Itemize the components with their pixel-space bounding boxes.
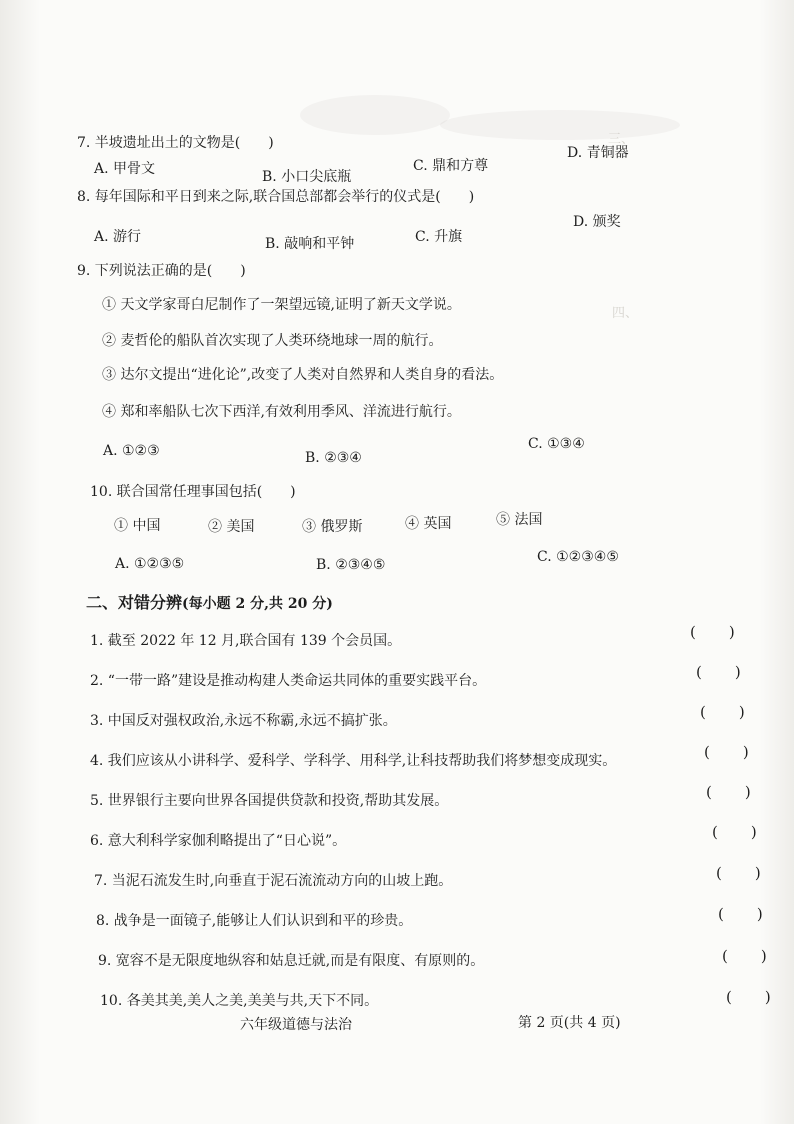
question-7-option-d: D. 青铜器: [567, 145, 629, 161]
section-2-title: [86, 593, 333, 614]
scan-smudge: [300, 95, 450, 135]
tf-answer-box-3[interactable]: ( ): [700, 703, 746, 721]
tf-answer-box-8[interactable]: ( ): [718, 905, 764, 923]
question-10-stem: 10. 联合国常任理事国包括( ): [90, 484, 296, 500]
tf-item-10: 10. 各美其美,美人之美,美美与共,天下不同。: [100, 993, 379, 1009]
tf-answer-box-2[interactable]: ( ): [696, 663, 742, 681]
question-8-option-a: A. 游行: [94, 229, 142, 245]
question-8-stem: 8. 每年国际和平日到来之际,联合国总部都会举行的仪式是( ): [77, 189, 475, 205]
tf-item-7: 7. 当泥石流发生时,向垂直于泥石流流动方向的山坡上跑。: [94, 873, 453, 889]
question-9-option-b: B. ②③④: [305, 450, 362, 466]
tf-item-3: 3. 中国反对强权政治,永远不称霸,永远不搞扩张。: [90, 713, 397, 729]
question-10-item-1: ① 中国: [114, 518, 161, 534]
question-10-item-2: ② 美国: [208, 519, 255, 535]
tf-answer-box-9[interactable]: ( ): [722, 947, 768, 965]
tf-answer-box-5[interactable]: ( ): [706, 783, 752, 801]
scan-smudge: [440, 110, 680, 140]
question-10-item-4: ④ 英国: [405, 516, 452, 532]
question-10-item-5: ⑤ 法国: [496, 512, 543, 528]
tf-item-1: 1. 截至 2022 年 12 月,联合国有 139 个会员国。: [90, 633, 402, 649]
tf-item-9: 9. 宽容不是无限度地纵容和姑息迁就,而是有限度、有原则的。: [98, 953, 485, 969]
question-9-statement-4: ④ 郑和率船队七次下西洋,有效利用季风、洋流进行航行。: [102, 404, 461, 420]
question-9-statement-1: ① 天文学家哥白尼制作了一架望远镜,证明了新天文学说。: [102, 297, 461, 313]
section-2-scoring-note: (每小题 2 分,共 20 分): [182, 596, 333, 612]
question-9-option-c: C. ①③④: [528, 436, 585, 452]
question-10-option-c: C. ①②③④⑤: [537, 549, 619, 565]
bleed-through-mark: 四、: [612, 306, 639, 321]
tf-answer-box-10[interactable]: ( ): [726, 988, 772, 1006]
question-8-option-c: C. 升旗: [415, 229, 463, 245]
tf-item-2: 2. “一带一路”建设是推动构建人类命运共同体的重要实践平台。: [90, 673, 487, 689]
section-2-heading: 二、对错分辨: [86, 593, 183, 612]
tf-answer-box-7[interactable]: ( ): [716, 864, 762, 882]
question-10-option-a: A. ①②③⑤: [115, 556, 185, 572]
question-9-stem: 9. 下列说法正确的是( ): [77, 263, 246, 279]
question-7-option-b: B. 小口尖底瓶: [262, 169, 352, 185]
tf-item-5: 5. 世界银行主要向世界各国提供贷款和投资,帮助其发展。: [90, 793, 449, 809]
question-7-stem: 7. 半坡遗址出土的文物是( ): [77, 135, 274, 151]
footer-subject: 六年级道德与法治: [240, 1017, 352, 1033]
question-10-option-b: B. ②③④⑤: [316, 557, 386, 573]
footer-page-number: 第 2 页(共 4 页): [518, 1015, 621, 1031]
question-10-item-3: ③ 俄罗斯: [302, 519, 363, 535]
bleed-through-mark: 三、: [608, 132, 635, 147]
question-8-option-d: D. 颁奖: [573, 214, 621, 230]
question-9-option-a: A. ①②③: [103, 443, 160, 459]
question-9-statement-2: ② 麦哲伦的船队首次实现了人类环绕地球一周的航行。: [102, 333, 443, 349]
tf-item-6: 6. 意大利科学家伽利略提出了“日心说”。: [90, 833, 347, 849]
tf-answer-box-6[interactable]: ( ): [712, 823, 758, 841]
question-7-option-a: A. 甲骨文: [94, 161, 156, 177]
tf-answer-box-1[interactable]: ( ): [690, 623, 736, 641]
tf-item-8: 8. 战争是一面镜子,能够让人们认识到和平的珍贵。: [96, 913, 413, 929]
tf-answer-box-4[interactable]: ( ): [704, 743, 750, 761]
question-8-option-b: B. 敲响和平钟: [265, 236, 355, 252]
question-7-option-c: C. 鼎和方尊: [413, 158, 489, 174]
question-9-statement-3: ③ 达尔文提出“进化论”,改变了人类对自然界和人类自身的看法。: [102, 367, 504, 383]
tf-item-4: 4. 我们应该从小讲科学、爱科学、学科学、用科学,让科技帮助我们将梦想变成现实。: [90, 753, 617, 769]
